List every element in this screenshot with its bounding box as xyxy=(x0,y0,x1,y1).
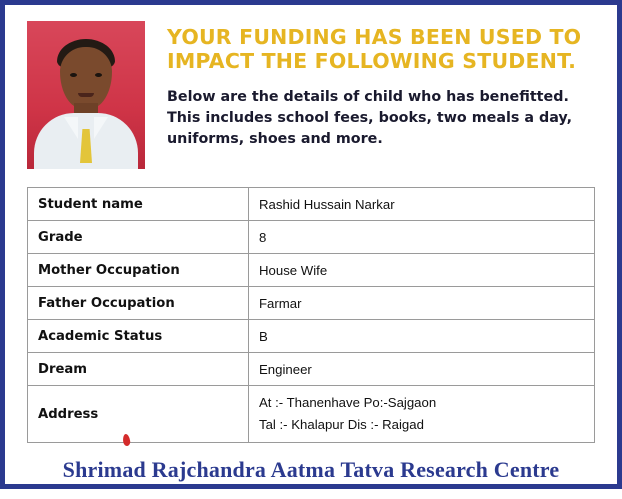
header-section xyxy=(27,21,595,169)
row-label-grade: Grade xyxy=(28,221,249,254)
address-line-1: At :- Thanenhave Po:-Sajgaon xyxy=(259,395,437,411)
table-row xyxy=(28,320,595,353)
portrait-mouth xyxy=(78,93,94,97)
table-row xyxy=(28,188,595,221)
student-photo xyxy=(27,21,145,169)
organisation-name: Shrimad Rajchandra Aatma Tatva Research Centre xyxy=(62,457,560,482)
row-label-academic-status: Academic Status xyxy=(28,320,249,353)
row-value-mother-occupation: House Wife xyxy=(249,254,595,287)
row-label-address: Address xyxy=(28,386,249,443)
table-row xyxy=(28,287,595,320)
row-value-academic-status: B xyxy=(249,320,595,353)
table-row xyxy=(28,221,595,254)
portrait-collar-right xyxy=(94,117,108,139)
portrait-collar-left xyxy=(64,117,78,139)
row-value-grade: 8 xyxy=(249,221,595,254)
page-subtitle: Below are the details of child who has benefitted. This includes school fees, books, two meals a day, uniforms, shoes and more. xyxy=(167,89,573,147)
card-inner xyxy=(5,5,617,484)
table-row xyxy=(28,353,595,386)
photo-background xyxy=(27,21,145,169)
row-label-father-occupation: Father Occupation xyxy=(28,287,249,320)
table-row-address xyxy=(28,386,595,443)
portrait-eye-right xyxy=(95,73,102,77)
portrait-face xyxy=(60,47,112,109)
row-value-dream: Engineer xyxy=(249,353,595,386)
row-label-dream: Dream xyxy=(28,353,249,386)
footer xyxy=(27,443,595,499)
portrait-eye-left xyxy=(70,73,77,77)
row-value-address xyxy=(249,386,595,443)
row-value-father-occupation: Farmar xyxy=(249,287,595,320)
details-table-wrapper xyxy=(27,187,595,443)
row-label-mother-occupation: Mother Occupation xyxy=(28,254,249,287)
row-label-student-name: Student name xyxy=(28,188,249,221)
student-details-table xyxy=(27,187,595,443)
heading-block xyxy=(167,21,595,150)
address-line-2: Tal :- Khalapur Dis :- Raigad xyxy=(259,417,424,432)
page-title: YOUR FUNDING HAS BEEN USED TO IMPACT THE FOLLOWING STUDENT. xyxy=(167,25,582,74)
row-value-student-name: Rashid Hussain Narkar xyxy=(249,188,595,221)
table-row xyxy=(28,254,595,287)
